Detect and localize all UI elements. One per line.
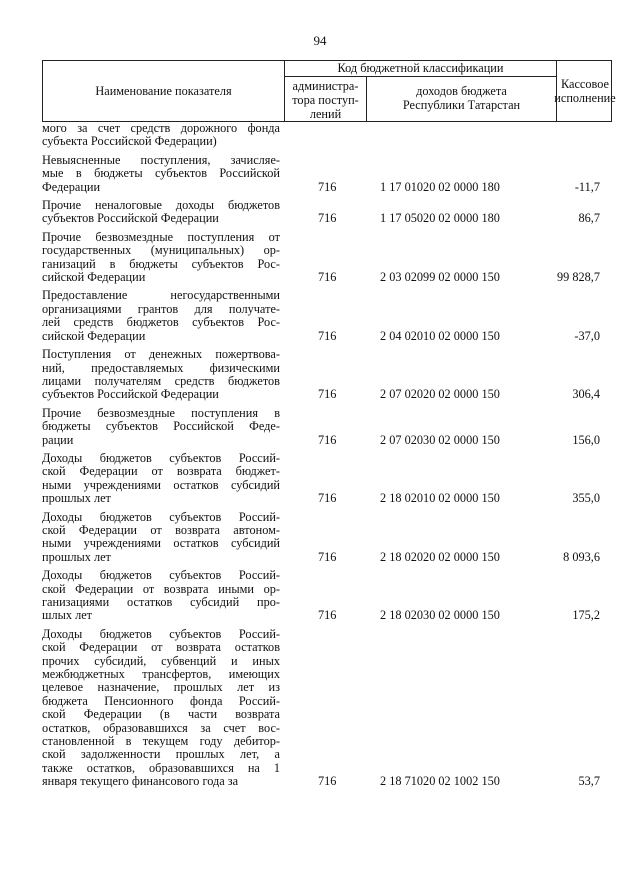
- indicator-name-line: ской задолженности прошлых лет, а: [42, 747, 280, 762]
- cash-execution-amount: 99 828,7: [556, 270, 600, 285]
- indicator-name-line: прочих субсидий, субвенций и иных: [42, 653, 280, 668]
- header-income-line: доходов бюджета: [416, 84, 507, 98]
- indicator-name-line: целевое назначение, прошлых лет из: [42, 680, 280, 695]
- table-row: [42, 511, 612, 565]
- admin-code: 716: [318, 608, 337, 623]
- header-name-column: Наименование показателя: [43, 61, 285, 121]
- indicator-name-line: государственных (муниципальных) ор-: [42, 243, 280, 258]
- income-code: 2 18 71020 02 1002 150: [380, 774, 500, 789]
- table-row: [42, 407, 612, 447]
- indicator-name-line: также остатков, образовавшихся на 1: [42, 760, 280, 775]
- indicator-name-line: субъектов Российской Федерации: [42, 387, 219, 402]
- indicator-name-line: ской Федерации от возврата бюджет-: [42, 464, 280, 479]
- indicator-name-line: Поступления от денежных пожертвова-: [42, 347, 280, 362]
- header-admin-line: тора поступ-: [292, 93, 359, 107]
- indicator-name-line: Доходы бюджетов субъектов Россий-: [42, 509, 280, 524]
- indicator-name-line: ными учреждениями остатков субсидий: [42, 477, 280, 492]
- indicator-name: [42, 154, 280, 194]
- admin-code: 716: [318, 179, 337, 194]
- indicator-name-line: межбюджетных трансфертов, имеющих: [42, 667, 280, 682]
- indicator-name-line: субъекта Российской Федерации): [42, 134, 217, 149]
- cash-execution-amount: 175,2: [572, 608, 600, 623]
- header-exec-line: исполнение: [554, 91, 616, 105]
- indicator-name-line: Доходы бюджетов субъектов Россий-: [42, 626, 280, 641]
- indicator-name-line: ганизациями остатков субсидий про-: [42, 595, 280, 609]
- indicator-name-line: прошлых лет: [42, 549, 111, 564]
- indicator-name-line: остатков, образовавшихся за счет вос-: [42, 720, 280, 735]
- table-row: [42, 569, 612, 623]
- cash-execution-amount: 53,7: [578, 774, 600, 789]
- income-code: 2 07 02020 02 0000 150: [380, 387, 500, 402]
- indicator-name-line: мые в бюджеты субъектов Российской: [42, 166, 280, 181]
- indicator-name-line: лей средств бюджетов субъектов Рос-: [42, 315, 280, 330]
- indicator-name-line: прошлых лет: [42, 491, 111, 506]
- indicator-name-line: ской Федерации от возврата остатков: [42, 640, 280, 655]
- cash-execution-amount: 355,0: [572, 491, 600, 506]
- header-code-group: Код бюджетной классификации: [285, 61, 557, 77]
- indicator-name-line: сийской Федерации: [42, 328, 146, 343]
- table-row: [42, 231, 612, 285]
- cash-execution-amount: 156,0: [572, 432, 600, 447]
- indicator-name: [42, 407, 280, 447]
- indicator-name-line: Прочие безвозмездные поступления в: [42, 405, 280, 420]
- indicator-name: [42, 452, 280, 506]
- cash-execution-amount: -37,0: [574, 328, 600, 343]
- cash-execution-amount: 8 093,6: [563, 549, 600, 564]
- admin-code: 716: [318, 491, 337, 506]
- indicator-name-line: сийской Федерации: [42, 270, 146, 285]
- indicator-name-line: шлых лет: [42, 608, 93, 623]
- table-row: [42, 122, 612, 149]
- indicator-name-line: ний, предоставляемых физическими: [42, 360, 280, 375]
- table-row: [42, 289, 612, 343]
- indicator-name-line: Доходы бюджетов субъектов Россий-: [42, 568, 280, 583]
- indicator-name: [42, 231, 280, 285]
- indicator-name: [42, 289, 280, 343]
- indicator-name: [42, 348, 280, 402]
- indicator-name-line: рации: [42, 432, 74, 447]
- income-code: 2 07 02030 02 0000 150: [380, 432, 500, 447]
- header-execution-column: [554, 61, 616, 121]
- indicator-name-line: ганизаций в бюджеты субъектов Рос-: [42, 256, 280, 271]
- indicator-name-line: ными учреждениями остатков субсидий: [42, 536, 280, 551]
- admin-code: 716: [318, 211, 337, 226]
- indicator-name-line: бюджеты субъектов Российской Феде-: [42, 419, 280, 434]
- indicator-name-line: Невыясненные поступления, зачисляе-: [42, 152, 280, 167]
- indicator-name-line: ской Федерации от возврата иными ор-: [42, 581, 280, 596]
- indicator-name-line: ской Федерации от возврата автоном-: [42, 522, 280, 537]
- income-code: 1 17 05020 02 0000 180: [380, 211, 500, 226]
- header-admin-line: администра-: [292, 79, 359, 93]
- indicator-name-line: организациями грантов для получате-: [42, 301, 280, 316]
- indicator-name-line: Доходы бюджетов субъектов Россий-: [42, 450, 280, 465]
- indicator-name-line: января текущего финансового года за: [42, 774, 239, 789]
- header-admin-line: лений: [309, 107, 342, 121]
- indicator-name-line: Прочие неналоговые доходы бюджетов: [42, 198, 280, 213]
- income-code: 2 18 02030 02 0000 150: [380, 608, 500, 623]
- indicator-name: [42, 569, 280, 623]
- indicator-name-line: ской Федерации (в части возврата: [42, 707, 280, 722]
- table-body: [42, 122, 612, 789]
- page-number: 94: [313, 33, 327, 48]
- indicator-name: [42, 511, 280, 565]
- indicator-name-line: субъектов Российской Федерации: [42, 211, 219, 226]
- indicator-name: [42, 628, 280, 789]
- indicator-name-line: мого за счет средств дорожного фонда: [42, 121, 280, 135]
- income-code: 2 03 02099 02 0000 150: [380, 270, 500, 285]
- indicator-name-line: Предоставление негосударственными: [42, 288, 280, 303]
- indicator-name-line: лицами получателям средств бюджетов: [42, 373, 280, 388]
- admin-code: 716: [318, 432, 337, 447]
- cash-execution-amount: 306,4: [572, 387, 600, 402]
- indicator-name: [42, 199, 280, 226]
- indicator-name-line: Прочие безвозмездные поступления от: [42, 229, 280, 244]
- admin-code: 716: [318, 270, 337, 285]
- admin-code: 716: [318, 328, 337, 343]
- admin-code: 716: [318, 549, 337, 564]
- header-income-column: [367, 77, 557, 121]
- indicator-name-line: становленной в текущем году дебитор-: [42, 734, 280, 749]
- header-admin-column: [285, 77, 367, 121]
- table-row: [42, 154, 612, 194]
- admin-code: 716: [318, 387, 337, 402]
- cash-execution-amount: 86,7: [578, 211, 600, 226]
- header-exec-line: Кассовое: [560, 77, 610, 91]
- income-code: 2 18 02020 02 0000 150: [380, 549, 500, 564]
- table-row: [42, 348, 612, 402]
- indicator-name: [42, 122, 280, 149]
- income-code: 2 04 02010 02 0000 150: [380, 328, 500, 343]
- table-header: [42, 60, 616, 122]
- header-income-line: Республики Татарстан: [402, 98, 521, 112]
- income-code: 2 18 02010 02 0000 150: [380, 491, 500, 506]
- table-row: [42, 452, 612, 506]
- cash-execution-amount: -11,7: [574, 179, 600, 194]
- income-code: 1 17 01020 02 0000 180: [380, 179, 500, 194]
- indicator-name-line: Федерации: [42, 179, 101, 194]
- indicator-name-line: бюджета Пенсионного фонда Россий-: [42, 693, 280, 708]
- table-row: [42, 199, 612, 226]
- table-row: [42, 628, 612, 789]
- admin-code: 716: [318, 774, 337, 789]
